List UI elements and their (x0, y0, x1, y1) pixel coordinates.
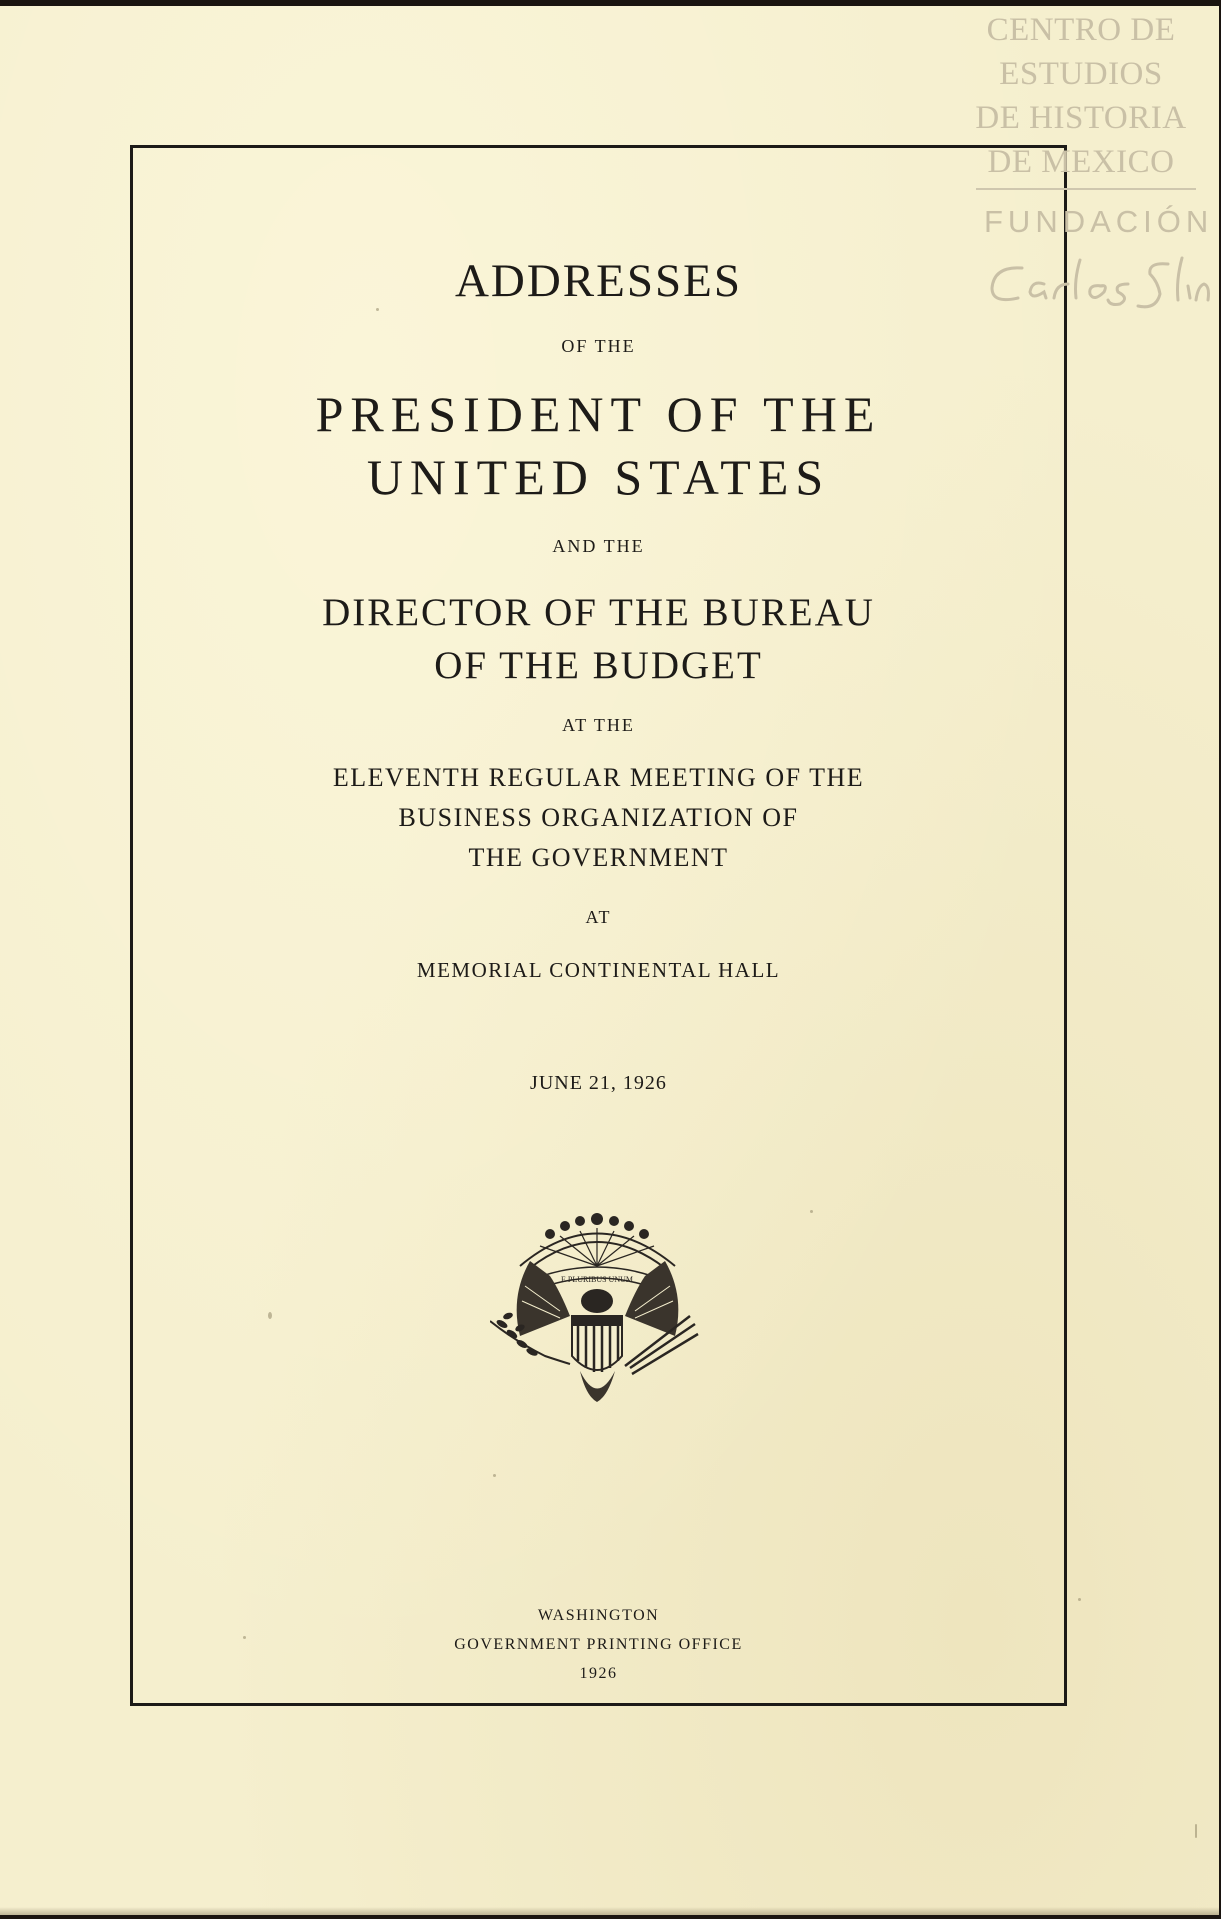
page-bottom-shadow (0, 1907, 1219, 1915)
title-page-border (130, 145, 1067, 1706)
imprint-publisher: GOVERNMENT PRINTING OFFICE (454, 1636, 743, 1653)
stamp-foundation: FUNDACIÓN (984, 204, 1214, 239)
stamp-line-2: ESTUDIOS (999, 56, 1163, 92)
of-the-connector: OF THE (561, 336, 636, 356)
document-page (0, 6, 1219, 1915)
seal-motto: E PLURIBUS UNUM (560, 1275, 634, 1284)
meeting-line-1: ELEVENTH REGULAR MEETING OF THE (332, 763, 865, 792)
carlos-slim-signature (982, 254, 1214, 314)
president-line-1: PRESIDENT OF THE (315, 386, 882, 442)
stamp-line-4: DE MEXICO (987, 144, 1175, 180)
and-the-connector: AND THE (552, 536, 645, 556)
venue-name: MEMORIAL CONTINENTAL HALL (416, 958, 781, 982)
imprint-city: WASHINGTON (537, 1607, 660, 1624)
stamp-line-1: CENTRO DE (986, 12, 1176, 48)
at-the-connector: AT THE (562, 715, 635, 735)
meeting-date: JUNE 21, 1926 (530, 1072, 667, 1094)
stamp-line-3: DE HISTORIA (975, 100, 1187, 136)
meeting-line-2: BUSINESS ORGANIZATION OF (398, 803, 799, 832)
director-line-1: DIRECTOR OF THE BUREAU (322, 591, 875, 634)
president-line-2: UNITED STATES (366, 449, 831, 505)
imprint-year: 1926 (579, 1665, 618, 1682)
meeting-line-3: THE GOVERNMENT (468, 843, 729, 872)
stamp-divider (976, 188, 1196, 190)
archive-watermark-stamp (966, 6, 1219, 326)
at-connector: AT (585, 907, 612, 927)
great-seal-eagle-icon (490, 1206, 705, 1436)
director-line-2: OF THE BUDGET (434, 644, 763, 687)
title-addresses: ADDRESSES (454, 255, 742, 307)
